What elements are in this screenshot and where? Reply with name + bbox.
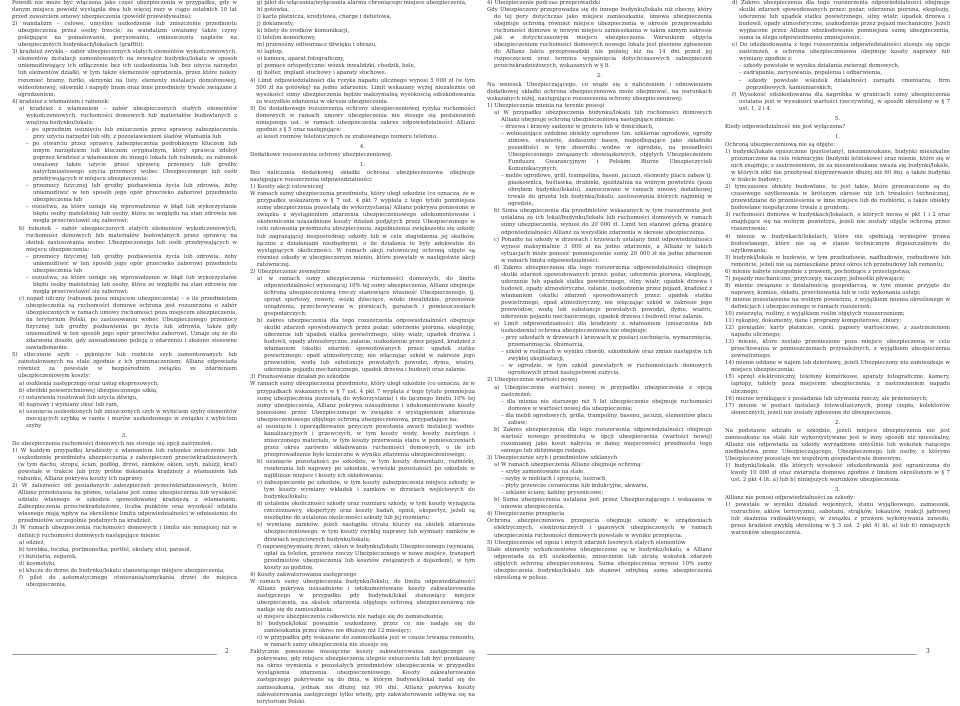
paragraph: c) zabezpieczenie po szkodzie, w tym koszty zabezpieczenia miejsca szkody, w tym koszty wymiany wkładek i zamków w drzwiach wejściowych do budynku/lokalu; [257,480,475,501]
paragraph: Gdy Ubezpieczony przeprowadza się do innego budynku/lokalu niż obecny, który do tej pory dotychczas jako miejsce zamieszkania, umowa ubezpieczenia obejmuje ochroną również miejsce ubezpieczenia w okresie przeprowadzki ruchomości domowe w nowym miejscu zamieszkania w takim samym zakresie jak w dotychczasowym miejscu ubezpieczenia. Warunkiem objęcia ubezpieczeniem ruchomości domowych nowego lokalu jest pisemne zgłoszenie do Allianz faktu przeprowadzki nie później niż na 14 dni przed jej rozpoczęciem oraz terminu wygaśnięcia dotychczasowych zabezpieczeń przeciwkradzieżowych, wskazanych w § 8. [487,7,712,70]
text-column-3 [487,0,712,640]
paragraph: 3) Finansowanie działań po szkodzie [250,374,350,381]
footer-rule-left [12,654,217,655]
paragraph: 3) kradzież zwykła – zabór ubezpieczonych stałych elementów wykończeniowych, elementów instalacji zamontowanych na zewnątrz budynku/lokalu w sposób uniemożliwiający ich odłączenie bez ich uszkodzenia lub bez użycia narzędzi lub elementów działki, w tym także elementów ogrodzenia, przez które należy rozumieć bramy, furtki, skrzynki na listy, elementy instalacji domofonowej, wideofonowej, siłowniki i napędy bram oraz inne przedmioty trwale związane z ogrodzeniem; [12,49,237,98]
paragraph: 7) pojazdy mechaniczne, przyczepy, naczepy, jednostki pływające; [725,275,905,282]
paragraph: c) napad uliczny (rabunek poza miejscem ubezpieczenia) – o ile przedmiotem ubezpieczenia są ruchomości domowe ochrona jest rozszerzona o zabór ubezpieczonych w ramach umowy ruchomości poza miejscem ubezpieczenia, na terytorium Polski, po zastosowaniu wobec Ubezpieczonego przemocy fizycznej lub groźby pozbawienia go życia lub zdrowia, także gdy uniemożliwił w ten sposób jego opór przeciwko zaborowi. Uznaje się że do zdarzenia doszło, gdy zawiadomiono policję o zdarzeniu i złożono stosowne zawiadomienie. [19,295,237,352]
paragraph: b) Suma ubezpieczenia dla przedmiotów wskazanych w tym rozszerzeniu jest ustalana za ich lokal/budynku/lokalu lub ruchomości domowych w ramach sumy ubezpieczenia, wynosi do 20 000 zł. Limit ten stanowi górną granicę odpowiedzialności Allianz za wszystkie zdarzenia w okresie ubezpieczenia. [494,208,712,236]
paragraph: 1) budynki/lokale, dla których wysokość odszkodowania jest ograniczona do kwoty 10 000 zł oraz zwierzęta domowe zgodnie z limitem określonym w § 7 ust. 2 pkt 4 lit. a) lub b) niniejszych warunków ubezpieczenia. [725,463,950,484]
paragraph: l) telefon komórkowy, [257,35,316,42]
paragraph: W ramach sumy ubezpieczenia przedmiotu, który uległ szkodzie (co oznacza, że w przypadku wskazanym w § 7 ust. 4 pkt 7 wypłata z tego tytułu pomniejsza sumę ubezpieczenia pozostałą do wykorzystania) Allianz pokrywa poniesione w związku z wystąpieniem zdarzenia ubezpieczeniowego udokumentowane i ekonomicznie uzasadnione koszty działań podjętych przez Ubezpieczonego w celu ratowania przedmiotu ubezpieczenia, zapobieżenia zwiększeniu się szkody lub zagrażającej bezpośredniej szkody lub w celu złagodzenia jej skutków, łącznie z działaniami niezbędnymi, o ile działania te były adekwatne do wystąpiących okoliczności. W ramach akcji ratowniczej ochroną objęte są również szkody w ubezpieczonym mieniu, które powstały w następstwie akcji ratowniczej. [250,191,475,268]
paragraph: W ramach sumy ubezpieczenia budynku/lokalu, do limitu odpowiedzialności Allianz pokrywa uzasadnione i udokumentowane koszty zakwaterowania zastępczego w przypadku gdy budynek/lokal stanowiący miejsce ubezpieczenia, na skutek zdarzenia objętego ochroną ubezpieczeniową nie nadaje się do zamieszkania: [250,578,475,613]
paragraph: 5) stłuczenie szyb – pęknięcie lub rozbicie szyb zamontowanych lub zainstalowanych na stałe zgodnie z ich przeznaczeniem; Allianz odpowiada również za powstałe w bezpośrednim związku ze zdarzeniem ubezpieczeniowym koszty: [12,352,237,380]
paragraph: 1) powstałe w wyniku działań wojennych, stanu wyjątkowego, zamieszek, rozruchów, aktów terroryzmu, sabotażu, strajków, lokautów, reakcji jądrowej lub skażenia radioaktywnego, w związku z prawem wykonywania zawodu, przez kradzież zwykłą określoną w § 3 ust. 2 pkt 4) lit. a) lub b) niniejszych warunków ubezpieczenia. [725,502,950,537]
paragraph: – wolnostojące ozdobne obiekty ogrodowe tzn. szklarnie ogrodowe, ogrody zimowe, oranżerie, zadaszony basen, niepodlegające jako składniki posiadłości w tym zbiorniki wodne w ogrodzie, na posiadłości Ubezpieczonego związanych obowiązkowych, objętych Ubezpieczeniem Funduszu Gwarancyjnym i Polskim Biurze Ubezpieczycieli Komunikacyjnych, [501,130,712,173]
paragraph: a) Ubezpieczenie wartości nowej w przypadku ubezpieczenia z opcją zastrzeżeń: [494,384,712,398]
paragraph: 4) Ubezpieczenie podczas przeprowadzki [487,0,600,6]
footer-rule-right [487,654,917,655]
section-number: 1. [834,133,841,140]
paragraph: e) Do odszkodowania z tego rozszerzenia odpowiedzialności stosuje się opcje zastrzeżeń, a ochrona ubezpieczeniowa obejmuje koszty naprawy lub wymiany zgodnie z: [732,42,950,63]
text-column-1 [12,0,237,640]
paragraph: Ochroną ubezpieczeniową nie są objęte: [725,141,836,148]
paragraph: c) biżuteria, zegarek, [19,553,78,560]
paragraph: Powodi nie może być włączona jako część ubezpieczenia w przypadku, gdy w danym miejscu powódź wystąpiła dwa lub więcej razy w ciągu ostatnich 10 lat przed zawarciem umowy ubezpieczenia (powódź przewidywalna); [12,0,237,21]
paragraph: – drzewa i krzewy sadzone w gruncie lub w doniczkach, [501,123,654,130]
section-number: 4. [359,143,366,150]
paragraph: 1) W każdym przypadku kradzieży z włamaniem lub rabunku zniszczenie lub uszkodzenie przedmiotu ubezpieczenia z zabezpieczeń przeciwkradzieżowych (w tym dachu, stropu, ścian, podłóg, drzwi, zamków, okien, szyb, żaluzji, krat) powstałe w trakcie lub przy próbie dokonania kradzieży z włamaniem lub rabunku, Allianz pokrywa koszty ich naprawy. [12,447,237,483]
paragraph: f) naprawę/wymianę drzwi, okien w budynku/lokalu Ubezpieczonego (wymiana, opłat za telefon, przewóz rzeczy Ubezpieczonego w nowe miejsce, transport przedmiotów ubezpieczenia lub kosztów związanych z dojazdem), w tym koszty za godzinę. [257,543,475,571]
paragraph: a) odzież, [19,539,46,546]
paragraph: – przemocy fizycznej lub groźby pozbawienia życia lub zdrowia, żeby uniemożliwić w ten sposób jego opór przeciwko zaborowi przedmiotu ubezpieczenia lub [26,183,237,204]
section-number: 2. [834,419,841,426]
paragraph: 4) Koszty zakwaterowania zastępczego [250,571,357,578]
text-column-2 [250,0,475,705]
paragraph: 2) Ubezpieczenie wartości nowej [487,377,578,384]
page-number-left: 2 [225,648,229,655]
paragraph: 12) pieniądze, karty płatnicze, czeki, papiery wartościowe, z zastrzeżeniem napadu ulicznego; [725,325,950,339]
paragraph: – szklane ściany, kabiny prysznicowe; [501,490,604,497]
paragraph: 14) mienie oddane w najem lub dzierżawę, jeżeli Ubezpieczony nie zamieszkuje w miejscu ubezpieczenia; [725,360,950,374]
paragraph: g) pilot do włączania/wyłączania alarmu chroniącego miejsce ubezpieczenia, [257,0,467,6]
paragraph: 6) mienie nabyte niezgodnie z prawem, pochodzące z przestępstwa; [725,268,911,275]
section-number: 5. [834,115,841,122]
paragraph: d) Zakres ubezpieczenia dla tego rozszerzenia odpowiedzialności obejmuje skutki zdarzeń spowodowanych przez: pożar, uderzenie pioruna, eksplozję, uderzenie lub upadek statku powietrznego, silny wiatr, upadek drzewa i budowli, opady atmosferyczne, uszkodzenie przez pojazd mechaniczny. Jeżeli wypłacone przez Allianz odszkodowanie pomniejsza sumę ubezpieczenia, suma ta ulega odpowiedniemu zmniejszeniu. [732,0,950,42]
paragraph: 2) Ubezpieczenie zewnętrzne [250,268,331,275]
section-number: 1. [359,162,366,169]
paragraph: k) bilety do środków komunikacji, [257,28,350,35]
page-number-right: 3 [926,648,930,655]
paragraph: j) dokumenty, [257,21,294,28]
section-number: 2. [596,73,603,80]
paragraph: b) obróbki powierzchniowej ubezpieczonego szkła, [19,387,158,394]
paragraph: 5) budynki/lokale w budowie, w tym przebudowie, nadbudowie, rozbudowie lub remoncie, jeżeli nie są zamieszkane przez okres ich przebudowy lub remontu; [725,254,950,268]
paragraph: d) kosmetyki, [19,560,56,567]
paragraph: – szkody powstałe wskutek działalności zarządu cmentarza, firm pogrzebowych, kamieniarskich; [739,77,950,91]
paragraph: e) klucze do drzwi do budynku/lokalu stanowiącego miejsce ubezpieczenia, [19,567,225,574]
paragraph: 1) budynki/lokale opuszczone (pustostany), niezamieszkane, budynki mieszkalne przeznaczone na cele rekreacyjne (budynki letniskowe) oraz mienie, które się w nich znajduje, z zastrzeżeniem, że za niezamieszkane uważa się budynki/lokale, w których nikt nie przebywał nieprzerwanie dłużej niż 60 dni, a także budynki w trakcie budowy; [725,148,950,184]
paragraph: p) pomoce ortopedyczne: wózek inwalidzki, chodzik, kule, [257,63,416,70]
paragraph: 5) Do dodatkowego rozszerzenia ochrony ubezpieczeniowej ryzyka ruchomości domowych w ramach umowy ubezpieczenia nie stosuje się postanowień niniejszego ust. w ramach ubezpieczenia zakres odpowiedzialności Allianz zgodnie z § 5 oraz następujące: [250,105,475,133]
paragraph: b) Suma ubezpieczenia ustalana jest przez Ubezpieczającego i wskazana w umowie ubezpieczenia. [494,497,712,511]
paragraph: 3) Ubezpieczenie szyb i przedmiotów szklanych [487,455,618,461]
paragraph: i) karta płatnicza, kredytowa, charge i debetowa, [257,14,392,21]
paragraph: Faktycznie ponoszone miesięczne koszty zakwaterowania zastępczego są pokrywane, gdy miejsce ubezpieczenia ulegnie zniszczeniu lub być przekazany na okres wymienia z pozostałych przedmiotów ubezpieczenia w przypadku wystąpienia zdarzenia ubezpieczeniowego. Koszty zakwaterowania zastępczego pokrywane są do dnia, w którym budynek/lokal nadał się do zamieszkania, jednak nie dłużej niż 90 dni. Allianz pokrywa koszty zakwaterowania zastępczego tylko wtedy, gdy zakwaterowanie odbywa się na terytorium Polski. [250,649,475,705]
paragraph: m) przenośny odtwarzacz dźwięku i obrazu, [257,42,377,49]
paragraph: 2) tymczasowe obiekty budowlane, to jest takie, które przeznaczone są do czasowego użytkowania w krótszym okresie niż ich trwałości technicznej, przewidziane do przeniesienia w inne miejsce lub do rozbiórki, a także obiekty budowlane niepołączone trwale z gruntem; [725,184,950,212]
paragraph: e) usunięcia uszkodzonych lub zniszczonych szyb w wybiciem szyby elementów mocujących szybkę w ramie i murów uszkodzonego w związku z wybiciem szyby. [19,408,237,429]
paragraph: d) ustalenie okoliczności szkody oraz rozmiaru szkody, w tym koszty wynajęcia rzeczoznawcy, ekspertyzy oraz koszty badań, opinii, ekspertyz, jeżeli są niezbędne do ustalenia okoliczności szkody lub jej rozmiaru; [257,501,475,522]
paragraph: – po uprzednim usunięciu lub zniszczeniu przez sprawcę zabezpieczenia przy użyciu narzędzi lub siły, z pozostawieniem śladów włamania lub [26,126,237,140]
paragraph: 2) W zależności od posiadanych zabezpieczeń przeciwkradzieżowych, które Allianz przedstawia na piśmie, ustalana jest suma ubezpieczenia lub wysokość udziału własnego w szkodzie spowodowanej kradzieżą z włamaniem. Zabezpieczenia przeciwkradzieżowe, liczba punktów oraz wysokość udziału własnego mają wpływ na określenie limitu odpowiedzialności w odniesieniu do przedmiotów szczególnie podatnych na kradzież. [12,483,237,525]
paragraph: 1) Ubezpieczenie mienia na terenie posesji [487,102,605,109]
paragraph: b) usunięcie pozostałości po szkodzie, w tym koszty demontażu, rozbiórki, rozebrania lub naprawy po szkodzie, wywózki pozostałości po szkodzie w najbliższe miejsce i koszty ich składowania; [257,459,475,480]
paragraph: d) Zakres ubezpieczenia dla tego rozszerzenia odpowiedzialności obejmuje skutki zdarzeń spowodowanych przez: pożar, uderzenie pioruna, eksplozję, uderzenie lub upadek statku powietrznego, silny wiatr, upadek drzewa i budowli, opady atmosferyczne, zalanie, uszkodzenie przez pojazd, kradzież z włamaniem (skutki zdarzeń spowodowanych przez: upadek statku powietrznego, opad atmosferyczny, nie włączając szkód w zakresie jego przewodów, wodę lub substancje powstałych powodzi, dymu, wiatru, uderzenie pojazdu mechanicznego, upadek drzewa i budowli oraz zalanie. [494,264,712,321]
paragraph: 3) W ramach ubezpieczenia ruchomości domowych i limitu nie mniejszej niż w definicji ruchomości domowych następujące mienie: [12,525,237,539]
paragraph: – dla mienia nie starszego niż 5 lat ubezpieczenie obejmuje ruchomości domowe w wartości nowej dla ubezpieczenia; [501,398,712,412]
paragraph: Do ubezpieczenia ruchomości domowych nie stosuje się opcji zastrzeżeń. [12,440,213,447]
paragraph: – po otwarciu przez sprawcę zabezpieczenia podrobionym kluczem lub innym narzędziem lub kluczem oryginalnym, który sprawca zdobył poprzez kradzież z włamaniem do innego lokalu lub rabunek; za rabunek uważamy także użycie przez sprawcę przemocy lub groźby natychmiastowego użycia przemocy wobec Ubezpieczonego lub osób przebywających w miejscu ubezpieczenia: [26,140,237,183]
paragraph: Bez naliczania dodatkowej składki ochrona ubezpieczeniowa obejmuje następujące rozszerzenia odpowiedzialności: [250,170,475,184]
paragraph: a) miejsce ubezpieczenia całkowicie nie nadaje się do zamieszkania; [257,614,444,621]
paragraph: – w ogrodzie, w tym szkód powstałych w ruchomościach domowych ogrodowych przed następstwem zużycia. [501,363,712,377]
paragraph: – oszustwa, za które uznaje się wprowadzenie w błąd lub wykorzystanie błędu osoby małoletniej lub osoby, która ze względu na stan zdrowia nie mogła przeciwstawić się zaborowi; [26,204,237,225]
paragraph: 1) Koszty akcji ratowniczej [250,184,324,191]
paragraph: 16) mienie wynikające z posiadania lub używania rzeczy, ale przenośnych; [725,395,928,402]
paragraph: – przy szkodach w drzewach i krzewach w postaci uschnięcia, wymarznięcia, przemarznięcia, obumarcia, [501,335,712,349]
paragraph: b) budynek/lokal poważnie uszkodzony, przez co nie nadaje się do zamieszkania przez okres nie dłuższy niż 12 miesięcy; [257,621,475,635]
paragraph: 10) zwierzęta, rośliny, z wyjątkiem roślin objętych rozszerzeniem; [725,311,905,318]
paragraph: q) holter, implant słuchowy i aparaty słuchowe. [257,70,387,77]
paragraph: 8) mienie związane z działalnością gospodarczą, w tym mienie przyjęte do naprawy, komisu, składu, przechowania lub w celu wykonania usługi; [725,282,950,296]
paragraph: a) kradzież z włamaniem – zabór ubezpieczonych stałych elementów wykończeniowych, ruchomości domowych lub materiałów budowlanych z wnętrza budynku/lokalu: [19,105,237,126]
paragraph: 4) mienie w budynkach/lokalach, które nie spełniają wymogów prawa budowlanego, które nie są w stanie technicznym dopuszczalnym do użytkowania; [725,233,950,254]
paragraph: – meble ogrodowe, grill, trampolina, basen, jacuzzi, elementy placu zabaw tj. piaskownica, huśtawka, drabinki, zjeżdżalnia na wolnym powietrzu (poza obrębem budynku/lokalu), zamocowane w ramach umowy dodatkowej trwale do gruntu lub budynku/lokalu, zastosowania których najmniej w ogrodzie, [501,173,712,208]
paragraph: a) usunięcie i uporządkowanie przyczyn powstania awarii instalacji wodno-kanalizacyjnych i grzewczych, w tym koszty wody, koszty zużytego i zniszczonego materiału, w tym koszty przerwania stanu w pomieszczeniach przez okres zarówno składowania ruchomości domowych, o ile ich przeprowadzenie było konieczne w wyniku zdarzenia ubezpieczeniowego; [257,423,475,458]
paragraph: 11) rękopisy, dokumenty, dane i programy komputerowe, zbiory; [725,318,902,325]
paragraph: b) torebka, teczka, portmonetka, portfel, okulary, etui, parasol, [19,546,192,553]
paragraph: h) gotówka, [257,7,290,14]
paragraph: b) rabunek – zabór ubezpieczonych stałych elementów wykończeniowych, ruchomości domowych lub materiałów budowlanych przez sprawcę na skutek zastosowania wobec Ubezpieczonego lub osób przebywających w miejscu ubezpieczenia: [19,225,237,253]
paragraph: 4) Limit odpowiedzialności dla ryzyka napadu ulicznego wynosi 5 000 zł (w tym 500 zł na gotówkę) na jedno zdarzenie. Limit wskazany wyżej niezależnie od wysokości sumy ubezpieczenia będzie maksymalną wysokością odszkodowania za wszystkie zdarzenia w okresie ubezpieczenia. [250,77,475,105]
paragraph: 15) sprzęt elektroniczny, telefony komórkowe, aparaty fotograficzne, kamery, laptopy, tablety poza miejscem ubezpieczenia, z zastrzeżeniem napadu ulicznego; [725,374,950,395]
paragraph: – szyby w meblach i sprzęcie, lustrach, [501,476,608,483]
paragraph: Dodatkowe rozszerzenia ochrony ubezpieczeniowej. [250,151,393,158]
paragraph: Allianz nie ponosi odpowiedzialności za szkody: [725,495,856,502]
paragraph: – szyby zamontowane na stałe, [501,469,585,476]
paragraph: Kiedy odpowiedzialność nie jest wyłączona? [725,123,846,130]
paragraph: Ochrona ubezpieczeniowa przepięcia obejmuje szkody w urządzeniach elektrycznych, elektronicznych i gazowych ubezpieczonych w ramach ubezpieczenia ruchomości domowych powstałe w wyniku przepięcia. [487,518,712,539]
paragraph: a) W przypadku ubezpieczenia budynku/lokalu lub ruchomości domowych Allianz obejmuje ochroną ubezpieczeniową następujące mienie: [494,109,712,123]
paragraph: – płyty grzewcze ceramiczne lub indukcyjne, akwaria, [501,483,649,490]
paragraph: 4) Ubezpieczenie przepięcia [487,511,565,518]
paragraph: e) wymianę zamków, jeżeli nastąpiła utrata kluczy na skutek zdarzenia ubezpieczeniowego, w tym koszty zwykłej naprawy lub wymiany zamków w drzwiach wejściowych budynku/lokalu; [257,522,475,543]
paragraph: b) Zakres ubezpieczenia dla tego rozszerzenia odpowiedzialności obejmuje wartość nowego przedmiotu w opcji ubezpieczenia (wartości nowej) rozumianej jako koszt nabycia w danej miejscowości przedmiotu tego samego lub zbliżonego rodzaju. [494,426,712,454]
paragraph: – dla mebli ogrodowych, grilla, trampoliny, basenu, jacuzzi, elementów placu zabaw; [501,412,712,426]
paragraph: 5) Ubezpieczenie od ognia i innych zdarzeń losowych stałych elementów [487,539,686,546]
paragraph: – przemocy fizycznej lub groźby pozbawienia życia lub zdrowia, żeby uniemożliwić w ten sposób jego opór przeciwko zaborowi przedmiotu ubezpieczenia lub [26,253,237,274]
paragraph: b) zakres ubezpieczenia dla tego rozszerzenia odpowiedzialności obejmuje skutki zdarzeń spowodowanych przez pożar, uderzenie pioruna, eksplozję, uderzenie lub upadek statku powietrznego, silny wiatr, upadek drzewa i budowli, opady atmosferyczne, zalanie, uszkodzenie przez pojazd, kradzież z włamaniem (skutki zdarzeń spowodowanych przez: upadek statku powietrznego, opad atmosferyczny, nie włączając szkód w zakresie jego przewodów, wodę lub substancje powstałych powodzi, dymu, wiatru, uderzenie pojazdu mechanicznego, upadek drzewa i budowli oraz zalanie. [257,318,475,374]
paragraph: e) Limit odpowiedzialności dla kradzieży z włamaniem (zniszczenia lub uszkodzenia) ochrona ubezpieczeniowa nie obejmuje: [494,321,712,335]
paragraph: – zadrapania, zarysowania, popalenia i odbarwienia, [739,70,882,77]
paragraph: c) ustawienia rusztowań lub użycia dźwigu, [19,394,138,401]
paragraph: Na wniosek Ubezpieczającego, co wiąże się z naliczeniem i odnowieniem dodatkowej składki ochrona ubezpieczeniowa może obejmować, na warunkach wskazanych niżej, następujące rozszerzenia ochrony ubezpieczeniowej: [487,81,712,102]
paragraph: f) Wysokość odszkodowania dla nagrobka w granicach sumy ubezpieczenia ustalana jest w wysokości wartości rzeczywistej, w sposób określony w § 7 ust. 1, 2 i 4. [732,91,950,112]
paragraph: d) naprawy i wymiany okuć lub ram, [19,401,119,408]
section-number: 3. [121,432,128,439]
paragraph: – szkody powstałe w wyniku działania zwierząt domowych, [739,63,900,70]
paragraph: 4) kradzież z włamaniem i rabunek: [12,98,110,105]
paragraph: – szkód w roślinach w wyniku chorób, szkodników oraz zmian następstw ich zwykłej eksploatacji, [501,349,712,363]
paragraph: o) kamera, aparat fotograficzny, [257,56,345,63]
section-number: 3. [834,487,841,494]
paragraph: a) oszklenia zastępczego oraz usług ekspresowych, [19,380,159,387]
paragraph: a) koszt rozmów telefonicznych ze zrabowanego numeru telefonu. [257,133,438,140]
paragraph: W ramach sumy ubezpieczenia przedmiotu, który uległ szkodzie (co oznacza, że w przypadkach wskazanych w § 7 ust. 4 pkt 7 wypłata z tego tytułu pomniejsza sumę ubezpieczenia pozostałą do wykorzystania) i do łącznego limitu 10% tej sumy ubezpieczenia, Allianz pokrywa uzasadnione i udokumentowane koszty poniesione przez Ubezpieczonego w związku z wystąpieniem zdarzenia ubezpieczeniowego objętego ochroną ubezpieczeniową, przypadające na: [250,381,475,423]
paragraph: 2) wandalizm – celowe, umyślne uszkodzenie lub zniszczenie przedmiotu ubezpieczenia przez osoby trzecie; za wandalizm uważamy także czyny polegające na pomalowaniu, porysowaniu, umieszczeniu napisów na ubezpieczonych budynkach/lokalach (graffiti); [12,21,237,49]
paragraph: c) Ponadto na szkody w drzewach i krzewach ustalany limit odpowiedzialności wynosi maksymalnie 3 000 zł na jedno zdarzenie, a Allianz w takich sytuacjach może ponosić pomniejszenie sumy 20 000 zł na jedno zdarzenie w ramach limitu odpowiedzialności. [494,236,712,264]
paragraph: a) W ramach ubezpieczenia Allianz obejmuje ochroną: [494,462,643,469]
paragraph: – oszustwa, za które uznaje się wprowadzenie w błąd lub wykorzystanie błędu osoby małoletniej lub osoby, która ze względu na stan zdrowia nie mogła przeciwstawić się zaborowi; [26,274,237,295]
paragraph: a) w ramach sumy ubezpieczenia ruchomości domowych, do limitu odpowiedzialności wynoszącej 10% tej sumy ubezpieczenia, Allianz obejmuje ochroną ubezpieczeniową rzeczy stanowiące własność Ubezpieczonego, tj. sprzęt sportowy, rowery, wózki dziecięce, wózki inwalidzkie, przenośnie urządzenia, przechowywane w piwnicach, garażach i pomieszczeniach gospodarczych; [257,275,475,318]
paragraph: 3) ruchomości domowe w budynkach/lokalach, o których mowa w pkt 1 i 2 oraz znajdujące się na wolnym powietrzu, jeżeli nie zostały objęte ochroną przez rozszerzenie; [725,212,950,233]
paragraph: n) laptop, [257,49,284,56]
paragraph: 9) mienie pozostawione na wolnym powietrzu, z wyjątkiem mienia określonego w definicjach i ubezpieczonego w ramach rozszerzeń; [725,296,950,310]
paragraph: Stałe elementy wykończeniowe ubezpieczone są w budynku/lokalu, a Allianz odpowiada za ich uszkodzenie, zniszczenie lub utratę wskutek zdarzeń objętych ochroną ubezpieczeniową. Suma ubezpieczenia wynosi 10% sumy ubezpieczenia budynku/lokalu lub stanowi odrębną sumę ubezpieczenia określoną w polisie. [487,546,712,581]
paragraph: 13) mienie, które zostało przeniesione poza miejsce ubezpieczenia w celu przechowania w pomieszczeniach przynależnych, z wyjątkiem ubezpieczenia zewnętrznego; [725,339,950,360]
text-column-4 [725,0,950,640]
paragraph: f) pilot do automatycznego otwierania/zamykania drzwi do miejsca ubezpieczenia, [19,574,237,588]
paragraph: Na podstawie udziału w szkodzie, jeżeli miejsce ubezpieczenia nie jest zamieszkane na stałe lub wykorzystywane jest w inny sposób niż mieszkalny, Allianz nie odpowiada za szkody wyrządzone umyślnie lub wskutek rażącego niedbalstwa przez Ubezpieczającego, Ubezpieczonego lub osoby, z którymi Ubezpieczony pozostaje we wspólnym gospodarstwie domowym. [725,427,950,462]
paragraph: c) w przypadku gdy wskazane do zamieszkania jest w czasie trwania remontu, w ramach sumy ubezpieczenia nie stosuje się [257,635,475,649]
paragraph: 17) mienie w postaci instalacji fotowoltaicznych, pomp ciepła, kolektorów słonecznych, jeżeli nie zostały zgłoszone do ubezpieczenia. [725,402,950,416]
